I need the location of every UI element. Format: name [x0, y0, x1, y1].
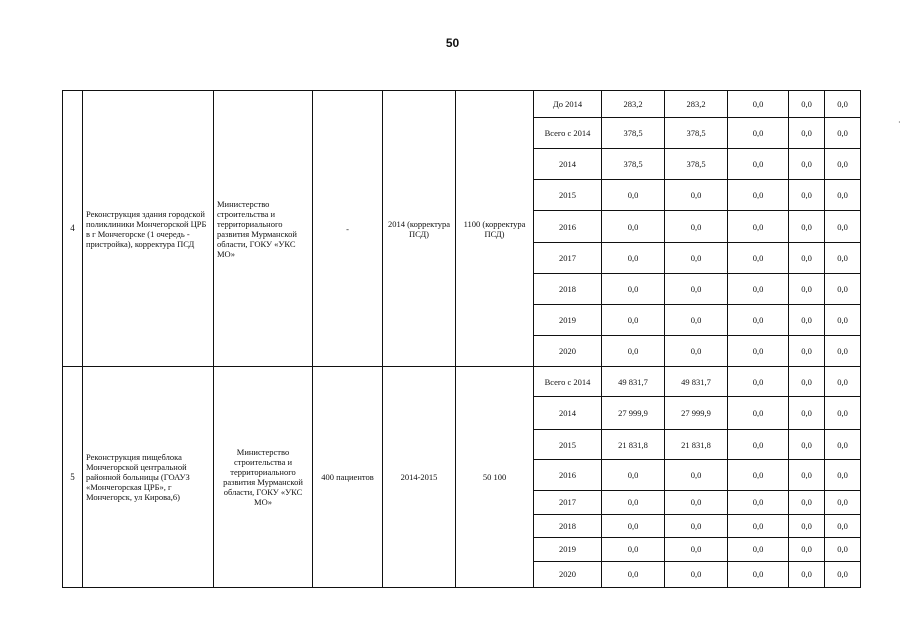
- regional-budget-value: 0,0: [665, 242, 728, 273]
- regional-budget-value: 0,0: [665, 211, 728, 242]
- federal-budget-value: 0,0: [728, 537, 789, 561]
- local-budget-value: 0,0: [789, 273, 825, 304]
- regional-budget-value: 27 999,9: [665, 397, 728, 430]
- federal-budget-value: 0,0: [728, 430, 789, 460]
- total-value: 0,0: [602, 460, 665, 490]
- funding-period: 2020: [534, 561, 602, 587]
- local-budget-value: 0,0: [789, 430, 825, 460]
- other-sources-value: 0,0: [825, 561, 861, 587]
- regional-budget-value: 0,0: [665, 514, 728, 537]
- total-value: 49 831,7: [602, 367, 665, 397]
- funding-period: 2015: [534, 430, 602, 460]
- other-sources-value: 0,0: [825, 490, 861, 514]
- other-sources-value: 0,0: [825, 118, 861, 149]
- project-name: Реконструкция здания городской поликлиники Мончегорской ЦРБ в г Мончегорске (1 очередь - пристройка), корректура ПСД: [83, 91, 214, 367]
- other-sources-value: 0,0: [825, 180, 861, 211]
- regional-budget-value: 49 831,7: [665, 367, 728, 397]
- estimated-cost-cell: 50 100: [456, 367, 534, 588]
- funding-period: 2015: [534, 180, 602, 211]
- total-value: 378,5: [602, 149, 665, 180]
- funding-period: 2019: [534, 537, 602, 561]
- funding-period: Всего с 2014: [534, 367, 602, 397]
- responsible-organization: Министерство строительства и территориального развития Мурманской области, ГОКУ «УКС МО»: [214, 367, 313, 588]
- regional-budget-value: 0,0: [665, 537, 728, 561]
- responsible-organization: Министерство строительства и территориального развития Мурманской области, ГОКУ «УКС МО»: [214, 91, 313, 367]
- federal-budget-value: 0,0: [728, 304, 789, 335]
- total-value: 0,0: [602, 273, 665, 304]
- federal-budget-value: 0,0: [728, 149, 789, 180]
- project-number: 5: [63, 367, 83, 588]
- regional-budget-value: 21 831,8: [665, 430, 728, 460]
- other-sources-value: 0,0: [825, 149, 861, 180]
- local-budget-value: 0,0: [789, 118, 825, 149]
- regional-budget-value: 0,0: [665, 335, 728, 366]
- federal-budget-value: 0,0: [728, 180, 789, 211]
- local-budget-value: 0,0: [789, 149, 825, 180]
- other-sources-value: 0,0: [825, 211, 861, 242]
- local-budget-value: 0,0: [789, 211, 825, 242]
- margin-mark: ·: [898, 118, 901, 127]
- local-budget-value: 0,0: [789, 561, 825, 587]
- federal-budget-value: 0,0: [728, 91, 789, 118]
- federal-budget-value: 0,0: [728, 273, 789, 304]
- table-row: [63, 367, 861, 397]
- local-budget-value: 0,0: [789, 537, 825, 561]
- page-number: 50: [445, 36, 460, 50]
- total-value: 0,0: [602, 304, 665, 335]
- regional-budget-value: 0,0: [665, 304, 728, 335]
- federal-budget-value: 0,0: [728, 561, 789, 587]
- funding-period: 2017: [534, 242, 602, 273]
- regional-budget-value: 0,0: [665, 490, 728, 514]
- total-value: 283,2: [602, 91, 665, 118]
- total-value: 0,0: [602, 335, 665, 366]
- regional-budget-value: 283,2: [665, 91, 728, 118]
- federal-budget-value: 0,0: [728, 460, 789, 490]
- funding-period: 2019: [534, 304, 602, 335]
- total-value: 27 999,9: [602, 397, 665, 430]
- regional-budget-value: 0,0: [665, 273, 728, 304]
- total-value: 0,0: [602, 490, 665, 514]
- regional-budget-value: 378,5: [665, 149, 728, 180]
- local-budget-value: 0,0: [789, 490, 825, 514]
- local-budget-value: 0,0: [789, 91, 825, 118]
- funding-period: 2018: [534, 273, 602, 304]
- other-sources-value: 0,0: [825, 537, 861, 561]
- local-budget-value: 0,0: [789, 397, 825, 430]
- total-value: 0,0: [602, 514, 665, 537]
- total-value: 21 831,8: [602, 430, 665, 460]
- regional-budget-value: 378,5: [665, 118, 728, 149]
- construction-years-cell: 2014-2015: [383, 367, 456, 588]
- local-budget-value: 0,0: [789, 242, 825, 273]
- federal-budget-value: 0,0: [728, 242, 789, 273]
- other-sources-value: 0,0: [825, 91, 861, 118]
- local-budget-value: 0,0: [789, 335, 825, 366]
- estimated-cost-cell: 1100 (корректура ПСД): [456, 91, 534, 367]
- funding-period: 2016: [534, 460, 602, 490]
- funding-period: Всего с 2014: [534, 118, 602, 149]
- regional-budget-value: 0,0: [665, 180, 728, 211]
- total-value: 0,0: [602, 211, 665, 242]
- funding-period: До 2014: [534, 91, 602, 118]
- funding-period: 2014: [534, 397, 602, 430]
- total-value: 0,0: [602, 180, 665, 211]
- project-number: 4: [63, 91, 83, 367]
- other-sources-value: 0,0: [825, 460, 861, 490]
- project-name: Реконструкция пищеблока Мончегорской центральной районной больницы (ГОАУЗ «Мончегорская ЦРБ», г Мончегорск, ул Кирова,6): [83, 367, 214, 588]
- construction-years-cell: 2014 (корректура ПСД): [383, 91, 456, 367]
- local-budget-value: 0,0: [789, 514, 825, 537]
- local-budget-value: 0,0: [789, 460, 825, 490]
- total-value: 0,0: [602, 561, 665, 587]
- total-value: 378,5: [602, 118, 665, 149]
- table-row: [63, 91, 861, 118]
- total-value: 0,0: [602, 537, 665, 561]
- federal-budget-value: 0,0: [728, 118, 789, 149]
- local-budget-value: 0,0: [789, 304, 825, 335]
- funding-period: 2014: [534, 149, 602, 180]
- other-sources-value: 0,0: [825, 367, 861, 397]
- funding-period: 2017: [534, 490, 602, 514]
- federal-budget-value: 0,0: [728, 367, 789, 397]
- local-budget-value: 0,0: [789, 367, 825, 397]
- regional-budget-value: 0,0: [665, 460, 728, 490]
- other-sources-value: 0,0: [825, 242, 861, 273]
- regional-budget-value: 0,0: [665, 561, 728, 587]
- other-sources-value: 0,0: [825, 273, 861, 304]
- other-sources-value: 0,0: [825, 304, 861, 335]
- capacity-cell: -: [313, 91, 383, 367]
- total-value: 0,0: [602, 242, 665, 273]
- funding-period: 2020: [534, 335, 602, 366]
- funding-period: 2016: [534, 211, 602, 242]
- local-budget-value: 0,0: [789, 180, 825, 211]
- funding-period: 2018: [534, 514, 602, 537]
- federal-budget-value: 0,0: [728, 490, 789, 514]
- other-sources-value: 0,0: [825, 430, 861, 460]
- other-sources-value: 0,0: [825, 397, 861, 430]
- federal-budget-value: 0,0: [728, 514, 789, 537]
- other-sources-value: 0,0: [825, 335, 861, 366]
- other-sources-value: 0,0: [825, 514, 861, 537]
- federal-budget-value: 0,0: [728, 397, 789, 430]
- capacity-cell: 400 пациентов: [313, 367, 383, 588]
- federal-budget-value: 0,0: [728, 211, 789, 242]
- federal-budget-value: 0,0: [728, 335, 789, 366]
- budget-table: [62, 90, 861, 588]
